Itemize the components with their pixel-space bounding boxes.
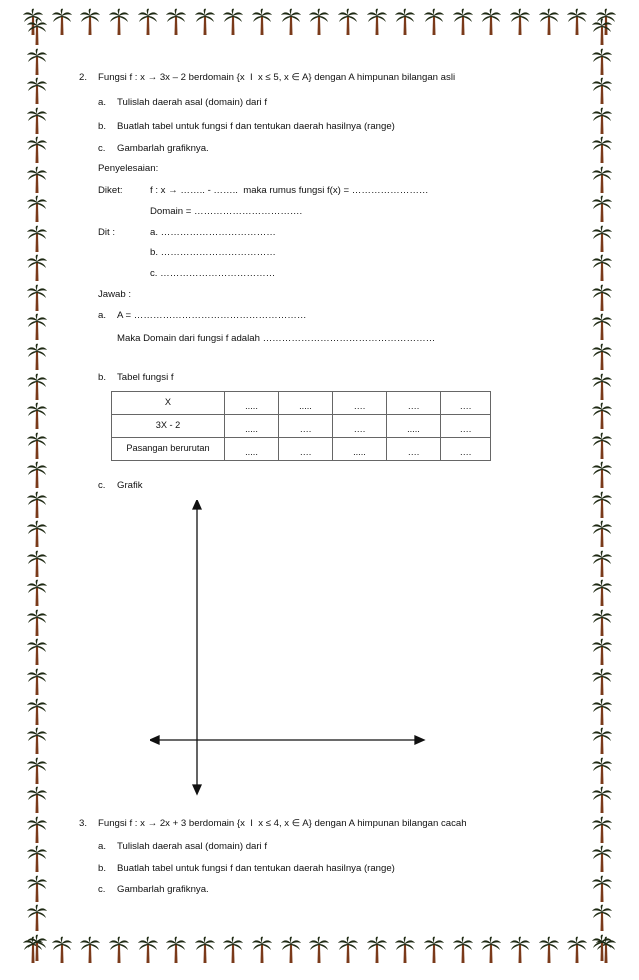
table-cell: ..... <box>278 392 332 415</box>
q2-item-b-mark: b. <box>98 121 107 132</box>
x-axis-arrow-right <box>415 736 424 744</box>
q2-stem: Fungsi f : x → 3x – 2 berdomain {x I x ≤ 5, x ∈ A} dengan A himpunan bilangan asli <box>98 72 456 83</box>
answer-b-mark: b. <box>98 372 107 383</box>
x-axis-arrow-left <box>150 736 159 744</box>
q3-item-a-text: Tulislah daerah asal (domain) dari f <box>117 841 268 852</box>
table-row-label: 3X - 2 <box>112 415 225 438</box>
q3-item-a-mark: a. <box>98 841 107 852</box>
solution-heading: Penyelesaian: <box>98 163 159 174</box>
table-cell: ..... <box>225 415 279 438</box>
dit-item-a: a. ……………………………… <box>150 227 276 238</box>
table-cell: …. <box>386 392 440 415</box>
function-table <box>111 391 491 461</box>
table-cell: …. <box>440 415 490 438</box>
q2-item-b-text: Buatlah tabel untuk fungsi f dan tentukan daerah hasilnya (range) <box>117 121 395 132</box>
jawab-label: Jawab : <box>98 289 132 300</box>
dit-item-b: b. ……………………………… <box>150 247 276 258</box>
table-cell: ..... <box>386 415 440 438</box>
y-axis-arrow-down <box>193 785 201 794</box>
answer-c-mark: c. <box>98 480 106 491</box>
table-cell: …. <box>278 415 332 438</box>
table-cell: …. <box>440 438 490 461</box>
table-cell: ..... <box>225 438 279 461</box>
q3-item-b-text: Buatlah tabel untuk fungsi f dan tentukan daerah hasilnya (range) <box>117 863 395 874</box>
table-row-pairs <box>112 438 491 461</box>
q3-item-b-mark: b. <box>98 863 107 874</box>
dit-item-c: c. ……………………………… <box>150 268 276 279</box>
q3-number: 3. <box>79 818 88 829</box>
blank-cartesian-axes <box>150 500 430 800</box>
q2-item-c-text: Gambarlah grafiknya. <box>117 143 209 154</box>
q3-item-c-text: Gambarlah grafiknya. <box>117 884 209 895</box>
diket-label: Diket: <box>98 185 123 196</box>
table-cell: ..... <box>225 392 279 415</box>
table-row-x <box>112 392 491 415</box>
q3-item-c-mark: c. <box>98 884 106 895</box>
table-cell: …. <box>386 438 440 461</box>
table-cell: …. <box>332 392 386 415</box>
q2-item-a-text: Tulislah daerah asal (domain) dari f <box>117 97 268 108</box>
table-cell: …. <box>440 392 490 415</box>
table-row-label: X <box>112 392 225 415</box>
answer-c-text: Grafik <box>117 480 143 491</box>
answer-a-text: A = ……………………………………………… <box>117 310 307 321</box>
table-row-label: Pasangan berurutan <box>112 438 225 461</box>
q2-number: 2. <box>79 72 88 83</box>
table-cell: …. <box>278 438 332 461</box>
diket-line2: Domain = ……………………………. <box>150 206 303 217</box>
answer-a-mark: a. <box>98 310 107 321</box>
q2-item-c-mark: c. <box>98 143 106 154</box>
answer-b-text: Tabel fungsi f <box>117 372 174 383</box>
dit-label: Dit : <box>98 227 116 238</box>
diket-line1: f : x → …….. - …….. maka rumus fungsi f(x) = …………………… <box>150 185 429 196</box>
table-cell: …. <box>332 415 386 438</box>
table-row-fx <box>112 415 491 438</box>
answer-a-domain: Maka Domain dari fungsi f adalah ……………………………………………… <box>117 333 436 344</box>
q3-stem: Fungsi f : x → 2x + 3 berdomain {x I x ≤ 4, x ∈ A} dengan A himpunan bilangan cacah <box>98 818 467 829</box>
y-axis-arrow-up <box>193 500 201 509</box>
q2-item-a-mark: a. <box>98 97 107 108</box>
table-cell: ..... <box>332 438 386 461</box>
